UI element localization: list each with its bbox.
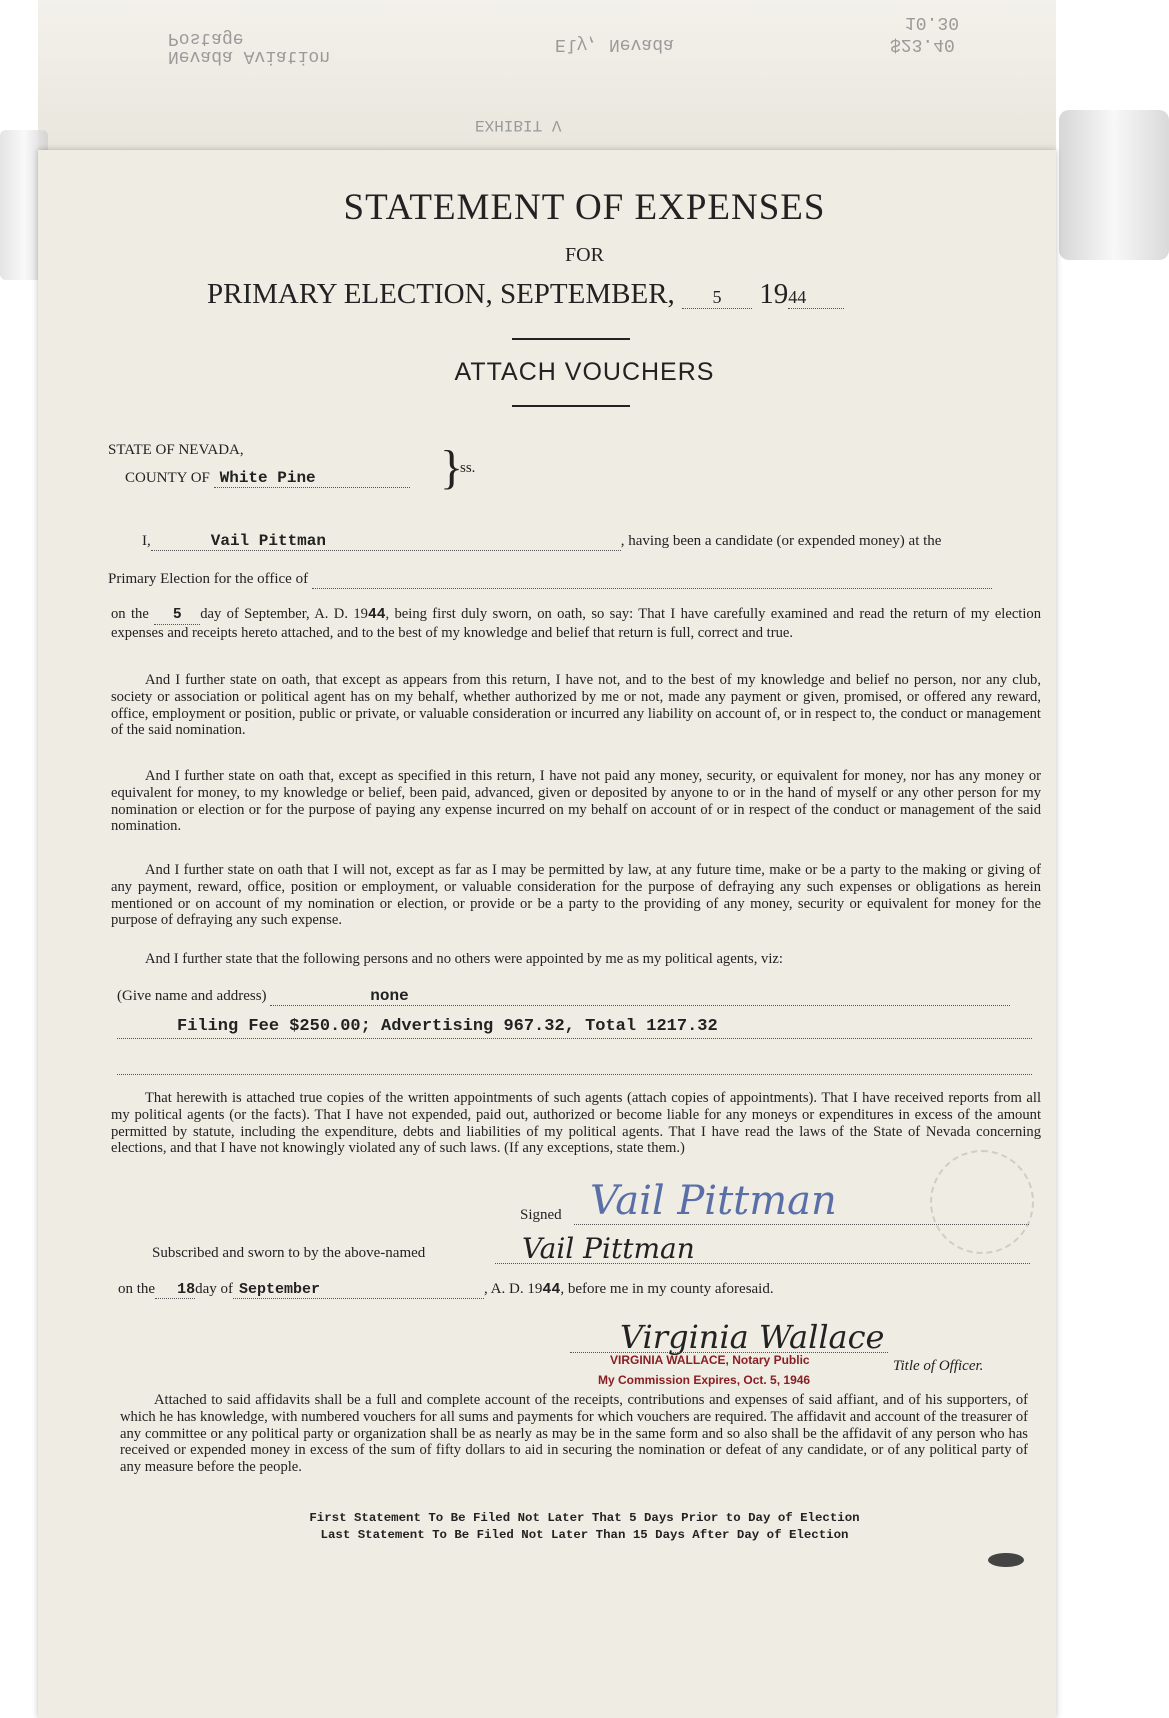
paragraph-2: And I further state on oath, that except as appears from this return, I have not, and to the best of my knowledge and belief no person, nor any club, society or association or political agent has on my behalf, whether authorized by me or not, made any payment or given, promised, or offered any reward, office, employment or position, public or private, or valuable consideration or incurred any liability on account of, or in respect to, the conduct or management of the said nomination. (111, 672, 1041, 739)
sworn-month: September (233, 1281, 484, 1299)
right-weight (1059, 110, 1169, 260)
divider-bottom (512, 405, 630, 407)
mirrored-postage: Postage (168, 28, 244, 48)
sworn-text: , being first duly sworn, on oath, so say: That I have carefully examined and read the return of my election expenses and receipts hereto attached, and to the best of my knowledge and belief that return is full, correct and true. (111, 606, 1042, 641)
day-of-label: day of September, A. D. 19 (200, 606, 368, 622)
agents-value: none (270, 987, 1010, 1006)
office-value (312, 571, 992, 589)
mirrored-top-right: 10.30 (905, 12, 960, 32)
agents-label: (Give name and address) (117, 988, 267, 1004)
sworn-year: 44 (367, 607, 386, 623)
footer-paragraph: Attached to said affidavits shall be a full and complete account of the receipts, contributions and expenses of said affiant, and of his supporters, of which he has knowledge, with numbered vouchers for all sums and payments for which vouchers are required. The affidavit and account of the treasurer of any committee or any political party or organization shall be as nearly as may be in the same form and so also shall be the affidavit of any person who has received or expended money in excess of the sum of fifty dollars to aid in securing the nomination or defeat of any candidate, or of any political party of any measure before the people. (120, 1392, 1028, 1476)
notary-line (570, 1352, 888, 1353)
mirrored-ely: Ely, Nevada (555, 34, 674, 54)
union-label-logo (988, 1553, 1024, 1567)
paragraph-5: And I further state that the following persons and no others were appointed by me as my political agents, viz: (145, 951, 783, 967)
office-label: Primary Election for the office of (108, 571, 309, 587)
paragraph-3: And I further state on oath that, except as specified in this return, I have not paid any money, security, or equivalent for money, nor has any money or equivalent for money, to my knowledge or belief, been paid, advanced, given or deposited by anyone to or in the hand of myself or any other person for my nomination or election or for the purpose of paying any expense incurred on my behalf on account of or in respect of the conduct or management of the said nomination. (111, 768, 1041, 835)
notary-signature: Virginia Wallace (620, 1318, 885, 1356)
paragraph-6: That herewith is attached true copies of the written appointments of such agents (attach copies of appointments). That I have received reports from all my political agents (or the facts). That I have not expended, paid out, authorized or become liable for any moneys or expenditures in excess of the amount permitted by statute, including the expenditure, debts and liabilities of my political agents. That I have read the laws of the State of Nevada concerning elections, and that I have not knowingly violated any of such laws. (If any exceptions, state them.) (111, 1090, 1041, 1157)
primary-election-prefix: PRIMARY ELECTION, SEPTEMBER, (207, 278, 675, 310)
on-the-label: on the (111, 606, 149, 622)
filing-note-2: Last Statement To Be Filed Not Later Than 15 Days After Day of Election (320, 1528, 849, 1542)
subscribed-label: Subscribed and sworn to by the above-named (152, 1245, 426, 1261)
ss-label: ss. (460, 460, 476, 476)
election-day: 5 (682, 287, 752, 309)
county-label: COUNTY OF (125, 470, 210, 486)
county-value: White Pine (214, 469, 410, 488)
subscribed-name: Vail Pittman (522, 1232, 695, 1265)
mirrored-exhibit: EXHIBIT V (475, 116, 562, 134)
office-line (108, 571, 1043, 589)
attach-vouchers: ATTACH VOUCHERS (454, 358, 715, 386)
candidate-line (142, 532, 1042, 551)
notary-stamp-name: VIRGINIA WALLACE, Notary Public (610, 1353, 810, 1367)
notary-seal-embossed (930, 1150, 1034, 1254)
brace: } (440, 441, 464, 494)
candidate-signature: Vail Pittman (590, 1178, 837, 1224)
expenses-line: Filing Fee $250.00; Advertising 967.32, Total 1217.32 (117, 1017, 1032, 1039)
mirrored-amount: $23.40 (890, 34, 955, 54)
sworn-day: 5 (154, 607, 200, 625)
signature-line (574, 1224, 1029, 1225)
sworn-on-the: on the (118, 1281, 156, 1297)
for-label: FOR (565, 244, 604, 266)
sworn-date-line (118, 1281, 1038, 1299)
sworn-year-value: 44 (542, 1281, 561, 1298)
sworn-paragraph (111, 606, 1041, 642)
mirrored-nevada-aviation: Nevada Aviation (168, 46, 331, 66)
election-year: 44 (788, 287, 844, 309)
signed-label: Signed (520, 1207, 562, 1223)
divider-top (512, 338, 630, 340)
filing-note-1: First Statement To Be Filed Not Later That 5 Days Prior to Day of Election (309, 1511, 860, 1525)
sworn-before: , before me in my county aforesaid. (560, 1281, 774, 1297)
state-label: STATE OF NEVADA, (108, 442, 244, 458)
candidate-name: Vail Pittman (151, 532, 621, 551)
having-text: , having been a candidate (or expended money) at the (620, 533, 942, 549)
sworn-day-value: 18 (155, 1281, 195, 1299)
title-of-officer: Title of Officer. (893, 1358, 984, 1374)
document-title: STATEMENT OF EXPENSES (343, 187, 826, 228)
primary-election-line (207, 278, 844, 311)
paragraph-4: And I further state on oath that I will not, except as far as I may be permitted by law, at any future time, make or be a party to the making or giving of any payment, reward, office, position or employment, or valuable consideration for the purpose of defraying any such expenses or obligations as herein mentioned or on account of my nomination or election, or provide or be a party to the providing of any money, security or equivalent for money for the purpose of defraying any such expense. (111, 862, 1041, 929)
i-label: I, (142, 533, 151, 549)
blank-line (117, 1074, 1032, 1075)
sworn-day-of: day of (195, 1281, 233, 1297)
subscribed-line (495, 1263, 1030, 1264)
county-line (125, 469, 410, 488)
agents-line (117, 987, 1032, 1006)
election-year-prefix: 19 (759, 278, 789, 310)
notary-stamp-commission: My Commission Expires, Oct. 5, 1946 (598, 1373, 811, 1387)
sworn-ad: , A. D. 19 (483, 1281, 543, 1297)
